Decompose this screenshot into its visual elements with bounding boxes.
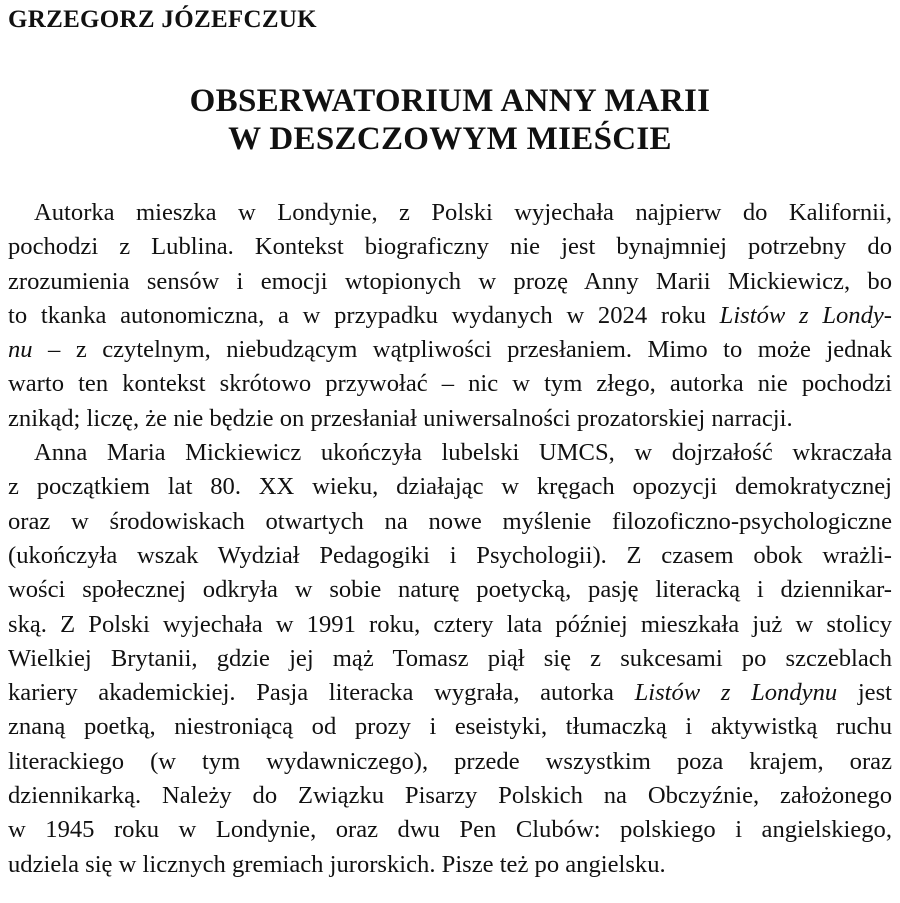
article-title [0, 82, 900, 158]
book-title: nu [8, 336, 33, 364]
text-line: znaną poetką, niestroniącą od prozy i eseistyki, tłumaczką i aktywistką ruchu [8, 713, 892, 741]
text-line: pochodzi z Lublina. Kontekst biograficzny nie jest bynajmniej potrzebny do [8, 233, 892, 261]
author-name: GRZEGORZ JÓZEFCZUK [8, 6, 317, 33]
book-title: Listów z Londynu [634, 679, 838, 707]
text-line: ską. Z Polski wyjechała w 1991 roku, cztery lata później mieszkała już w stolicy [8, 610, 892, 638]
article-title-line-1: OBSERWATORIUM ANNY MARII [189, 83, 711, 119]
text-segment: to tkanka autonomiczna, a w przypadku wydanych w 2024 roku [8, 301, 706, 329]
text-line [8, 676, 892, 710]
book-title: Listów z Londy- [719, 301, 892, 329]
text-line: Wielkiej Brytanii, gdzie jej mąż Tomasz piął się z sukcesami po szczeblach [8, 644, 892, 672]
text-line: dziennikarką. Należy do Związku Pisarzy Polskich na Obczyźnie, założonego [8, 782, 892, 810]
text-segment: – z czytelnym, niebudzącym wątpliwości przesłaniem. Mimo to może jednak [32, 336, 892, 364]
text-segment: kariery akademickiej. Pasja literacka wygrała, autorka [8, 679, 614, 707]
text-line: zrozumienia sensów i emocji wtopionych w prozę Anny Marii Mickiewicz, bo [8, 267, 892, 295]
text-line: w 1945 roku w Londynie, oraz dwu Pen Clubów: polskiego i angielskiego, [8, 816, 892, 844]
text-segment: jest [837, 679, 892, 707]
text-line: wości społecznej odkryła w sobie naturę poetycką, pasję literacką i dziennikar- [8, 576, 892, 604]
text-line: oraz w środowiskach otwartych na nowe myślenie filozoficzno-psychologiczne [8, 507, 892, 535]
text-line: Autorka mieszka w Londynie, z Polski wyjechała najpierw do Kalifornii, [34, 199, 892, 226]
text-line: Anna Maria Mickiewicz ukończyła lubelski UMCS, w dojrzałość wkraczała [34, 439, 892, 467]
text-line [8, 333, 892, 367]
text-line: z początkiem lat 80. XX wieku, działając w kręgach opozycji demokratycznej [8, 473, 892, 501]
text-line: warto ten kontekst skrótowo przywołać – nic w tym złego, autorka nie pochodzi [8, 370, 892, 398]
text-line: udziela się w licznych gremiach jurorskich. Pisze też po angielsku. [8, 850, 666, 878]
text-line: (ukończyła wszak Wydział Pedagogiki i Psychologii). Z czasem obok wrażli- [8, 541, 892, 569]
article-title-line-2: W DESZCZOWYM MIEŚCIE [228, 121, 672, 157]
article-body [8, 196, 892, 882]
text-line: znikąd; liczę, że nie będzie on przesłaniał uniwersalności prozatorskiej narracji. [8, 404, 793, 432]
text-line [8, 299, 892, 333]
text-line: literackiego (w tym wydawniczego), przede wszystkim poza krajem, oraz [8, 747, 892, 775]
